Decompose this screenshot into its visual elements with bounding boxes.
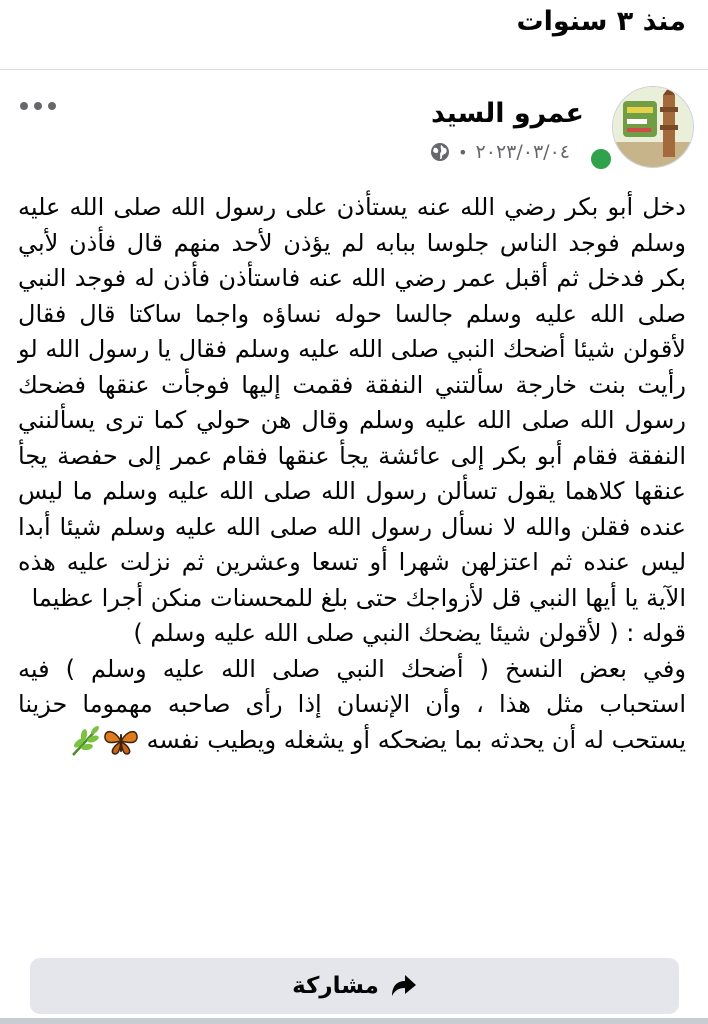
- butterfly-emoji: [103, 726, 139, 756]
- page-title: منذ ٣ سنوات: [516, 6, 686, 37]
- post-meta: [430, 140, 570, 164]
- post-body-text: دخل أبو بكر رضي الله عنه يستأذن على رسول الله صلى الله عليه وسلم فوجد الناس جلوسا ببابه لم يؤذن لأحد منهم قال فأذن لأبي بكر فدخل ثم أقبل عمر رضي الله عنه فاستأذن فأذن له فوجد النبي صلى الله عليه وسلم جالسا حوله نساؤه واجما ساكتا قال فقال لأقولن شيئا أضحك النبي صلى الله عليه وسلم فقال يا رسول الله لو رأيت بنت خارجة سألتني النفقة فقمت إليها فوجأت عنقها فضحك رسول الله صلى الله عليه وسلم وقال هن حولي كما ترى يسألنني النفقة فقام أبو بكر إلى عائشة يجأ عنقها فقام عمر إلى حفصة يجأ عنقها كلاهما يقول تسألن رسول الله صلى الله عليه وسلم ما ليس عنده فقلن والله لا نسأل رسول الله صلى الله عليه وسلم شيئا أبدا ليس عنده ثم اعتزلهن شهرا أو تسعا وعشرين ثم نزلت عليه هذه الآية يا أيها النبي قل لأزواجك حتى بلغ للمحسنات منكن أجرا عظيما قوله : ( لأقولن شيئا يضحك النبي صلى الله عليه وسلم ) وفي بعض النسخ ( أضحك النبي صلى الله عليه وسلم ) فيه استحباب مثل هذا ، وأن الإنسان إذا رأى صاحبه مهموما حزينا يستحب له أن يحدثه بما يضحكه أو يشغله ويطيب نفسه: [18, 193, 686, 754]
- herb-emoji: [67, 725, 103, 757]
- online-status-dot: [588, 146, 614, 172]
- post-text: [18, 190, 686, 758]
- post-date[interactable]: ٢٠٢٣/٠٣/٠٤: [475, 141, 570, 163]
- more-options-button[interactable]: [16, 92, 60, 120]
- more-dots-icon: [18, 101, 58, 111]
- emoji-row: [67, 726, 139, 754]
- author-name[interactable]: عمرو السيد: [430, 98, 584, 129]
- share-label: مشاركة: [292, 973, 379, 999]
- avatar[interactable]: [612, 86, 694, 168]
- avatar-image: [613, 87, 693, 167]
- top-header: [0, 0, 708, 70]
- bottom-divider: [0, 1018, 708, 1024]
- meta-separator: •: [458, 142, 468, 162]
- share-arrow-icon: [391, 973, 417, 999]
- globe-icon: [430, 142, 450, 162]
- share-button[interactable]: [30, 958, 679, 1014]
- post-header: [0, 80, 708, 180]
